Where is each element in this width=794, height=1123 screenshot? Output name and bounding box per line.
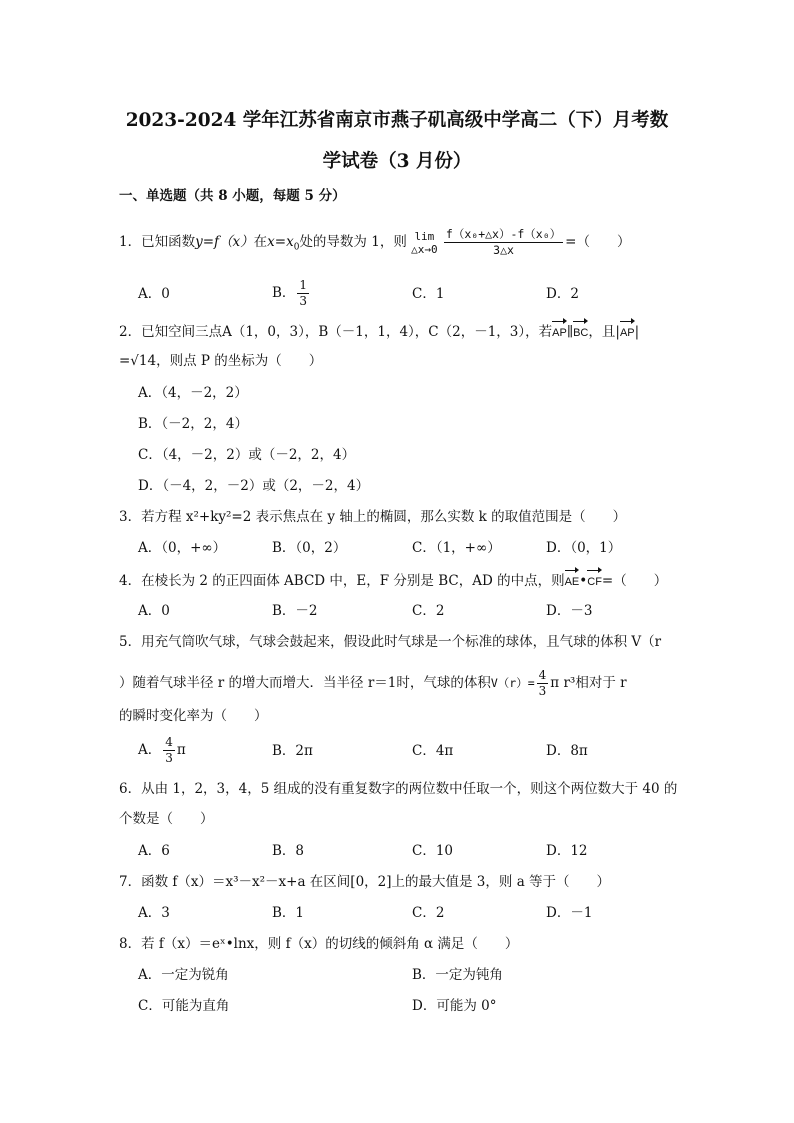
question-7: 7．函数 f（x）＝x³－x²－x+a 在区间[0，2]上的最大值是 3，则 a 等于（ ） — [119, 874, 611, 890]
question-1: 1．已知函数y=f（x）在$x=x_0$处的导数为 1，则 lim △x→0 $\frac{\text{f（x₀+△x）-f（x₀）}}{3\triangle x}$ =（ ） — [119, 227, 631, 257]
q1-mid1: 在 — [253, 234, 268, 250]
q6-option-c[interactable]: C．10 — [412, 843, 454, 859]
q1-x0: x=x — [267, 234, 294, 250]
q1-prefix: 1．已知函数 — [119, 234, 196, 250]
q4-option-a[interactable]: A．0 — [138, 603, 170, 619]
q6-option-d[interactable]: D．12 — [546, 843, 588, 859]
vector-ap: AP — [552, 320, 567, 343]
q8-option-a[interactable]: A．一定为锐角 — [138, 967, 229, 983]
q1-fx: y=f（x） — [195, 234, 254, 250]
vector-ae: AE — [565, 569, 580, 592]
q5-option-b[interactable]: B．2π — [272, 743, 313, 759]
q5-option-c[interactable]: C．4π — [412, 743, 454, 759]
question-5-line2: ）随着气球半径 r 的增大而增大．当半径 r＝1时，气球的体积V（r）= $\frac{4}{3}$ π r³相对于 r — [119, 668, 627, 698]
q1-option-c[interactable]: C．1 — [412, 286, 445, 302]
q6-option-b[interactable]: B．8 — [272, 843, 305, 859]
question-5-line3: 的瞬时变化率为（ ） — [119, 708, 268, 724]
vector-bc: BC — [573, 320, 588, 343]
q7-option-b[interactable]: B．1 — [272, 905, 305, 921]
vector-ap-abs: AP — [620, 320, 635, 343]
q5-option-a[interactable]: A． $\frac{4}{3}$ π — [138, 735, 186, 765]
question-2-line1: 2．已知空间三点A（1，0，3），B（－1，1，4），C（2，－1，3），若AP∥BC，且|AP| — [119, 320, 639, 343]
q1-option-d[interactable]: D．2 — [546, 286, 579, 302]
section-heading: 一、单选题（共 8 小题，每题 5 分） — [119, 188, 346, 204]
exam-title-line2: 学试卷（3 月份） — [322, 151, 472, 172]
q4-option-c[interactable]: C．2 — [412, 603, 445, 619]
question-6-line2: 个数是（ ） — [119, 811, 214, 827]
q8-option-d[interactable]: D．可能为 0° — [412, 998, 497, 1014]
q1-suffix: =（ ） — [565, 234, 631, 250]
q1-fraction: $\frac{\text{f（x₀+△x）-f（x₀）}}{3\triangle x}$ — [445, 227, 562, 257]
q4-option-d[interactable]: D．－3 — [546, 603, 593, 619]
question-5-line1: 5．用充气筒吹气球，气球会鼓起来，假设此时气球是一个标准的球体，且气球的体积 V（r — [119, 634, 662, 650]
q1-limit: lim △x→0 — [411, 229, 438, 256]
vector-cf: CF — [587, 569, 602, 592]
q3-option-d[interactable]: D．（0，1） — [546, 540, 622, 556]
q3-option-c[interactable]: C．（1，+∞） — [412, 540, 501, 556]
q7-option-c[interactable]: C．2 — [412, 905, 445, 921]
q7-option-d[interactable]: D．－1 — [546, 905, 593, 921]
q2-option-a[interactable]: A．（4，－2，2） — [138, 385, 248, 401]
q8-option-c[interactable]: C．可能为直角 — [138, 998, 230, 1014]
q5-option-d[interactable]: D．8π — [546, 743, 588, 759]
question-4: 4．在棱长为 2 的正四面体 ABCD 中，E，F 分别是 BC，AD 的中点，则AE•CF=（ ） — [119, 569, 667, 592]
q8-option-b[interactable]: B．一定为钝角 — [412, 967, 503, 983]
q2-option-d[interactable]: D．（－4，2，－2）或（2，－2，4） — [138, 478, 370, 494]
q1-option-b[interactable]: B． $\frac{1}{3}$ — [272, 278, 308, 308]
question-6-line1: 6．从由 1，2，3，4，5 组成的没有重复数字的两位数中任取一个，则这个两位数大于 40 的 — [119, 781, 678, 797]
exam-title-line1: 2023-2024 学年江苏省南京市燕子矶高级中学高二（下）月考数 — [125, 110, 669, 131]
q3-option-a[interactable]: A．（0，+∞） — [138, 540, 227, 556]
q2-option-b[interactable]: B．（－2，2，4） — [138, 416, 248, 432]
q1-option-a[interactable]: A．0 — [138, 286, 170, 302]
question-3: 3．若方程 x²+ky²=2 表示焦点在 y 轴上的椭圆，那么实数 k 的取值范围是（ ） — [119, 509, 627, 525]
q3-option-b[interactable]: B．（0，2） — [272, 540, 347, 556]
q7-option-a[interactable]: A．3 — [138, 905, 170, 921]
q1-mid2: 处的导数为 1，则 — [299, 234, 407, 250]
q2-option-c[interactable]: C．（4，－2，2）或（－2，2，4） — [138, 447, 356, 463]
q4-option-b[interactable]: B．－2 — [272, 603, 318, 619]
q6-option-a[interactable]: A．6 — [138, 843, 170, 859]
question-2-line2: =√14，则点 P 的坐标为（ ） — [119, 353, 323, 369]
question-8: 8．若 f（x）＝eˣ•lnx，则 f（x）的切线的倾斜角 α 满足（ ） — [119, 936, 519, 952]
